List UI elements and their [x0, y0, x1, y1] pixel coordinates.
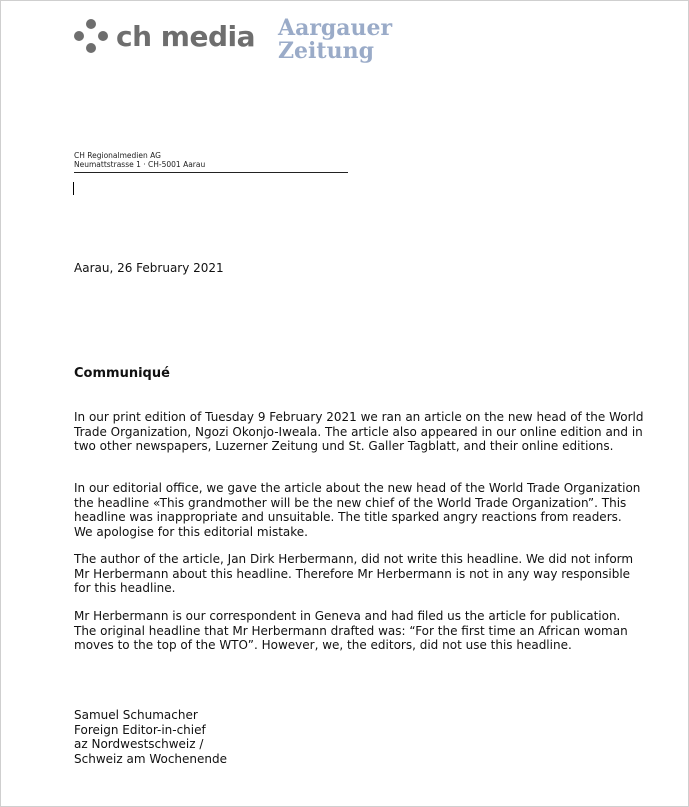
signature-org-1: az Nordwestschweiz / [74, 737, 204, 751]
paragraph-2: In our editorial office, we gave the article about the new head of the World Trade Organization the headline «This grandmother will be the new chief of the World Trade Organization”. This headline was inappropriate and unsuitable. The title sparked angry reactions from readers. We apologise for this editorial mistake. [74, 481, 641, 539]
signature-title: Foreign Editor-in-chief [74, 722, 206, 737]
text-cursor[interactable] [73, 182, 74, 195]
aargauer-zeitung-logo-line1: Aargauer [278, 15, 393, 41]
ch-media-logo [74, 19, 255, 53]
ch-media-logo-text: ch media [116, 19, 255, 53]
paragraph-1: In our print edition of Tuesday 9 February 2021 we ran an article on the new head of the World Trade Organization, Ngozi Okonjo-Iweala. The article also appeared in our online edition and in two other newspapers, Luzerner Zeitung und St. Galler Tagblatt, and their online editions. [74, 410, 644, 453]
sender-line-1: CH Regionalmedien AG [74, 151, 161, 160]
signature-org-2: Schweiz am Wochenende [74, 751, 228, 766]
aargauer-zeitung-logo-line2: Zeitung [278, 38, 374, 64]
ch-media-dots-icon [74, 19, 108, 53]
letter-date: Aarau, 26 February 2021 [74, 261, 224, 275]
signature-name: Samuel Schumacher [74, 708, 198, 722]
sender-line-2: Neumattstrasse 1 · CH-5001 Aarau [74, 160, 206, 169]
paragraph-4: Mr Herbermann is our correspondent in Geneva and had filed us the article for publication. The original headline that Mr Herbermann drafted was: “For the first time an African woman moves to the top of the WTO”. However, we, the editors, did not use this headline. [74, 609, 628, 652]
sender-address [74, 151, 348, 173]
aargauer-zeitung-logo [278, 17, 392, 63]
letter-heading: Communiqué [74, 366, 170, 381]
signature-block [74, 708, 644, 766]
paragraph-3: The author of the article, Jan Dirk Herbermann, did not write this headline. We did not inform Mr Herbermann about this headline. Therefore Mr Herbermann is not in any way responsible for this headline. [74, 552, 634, 595]
